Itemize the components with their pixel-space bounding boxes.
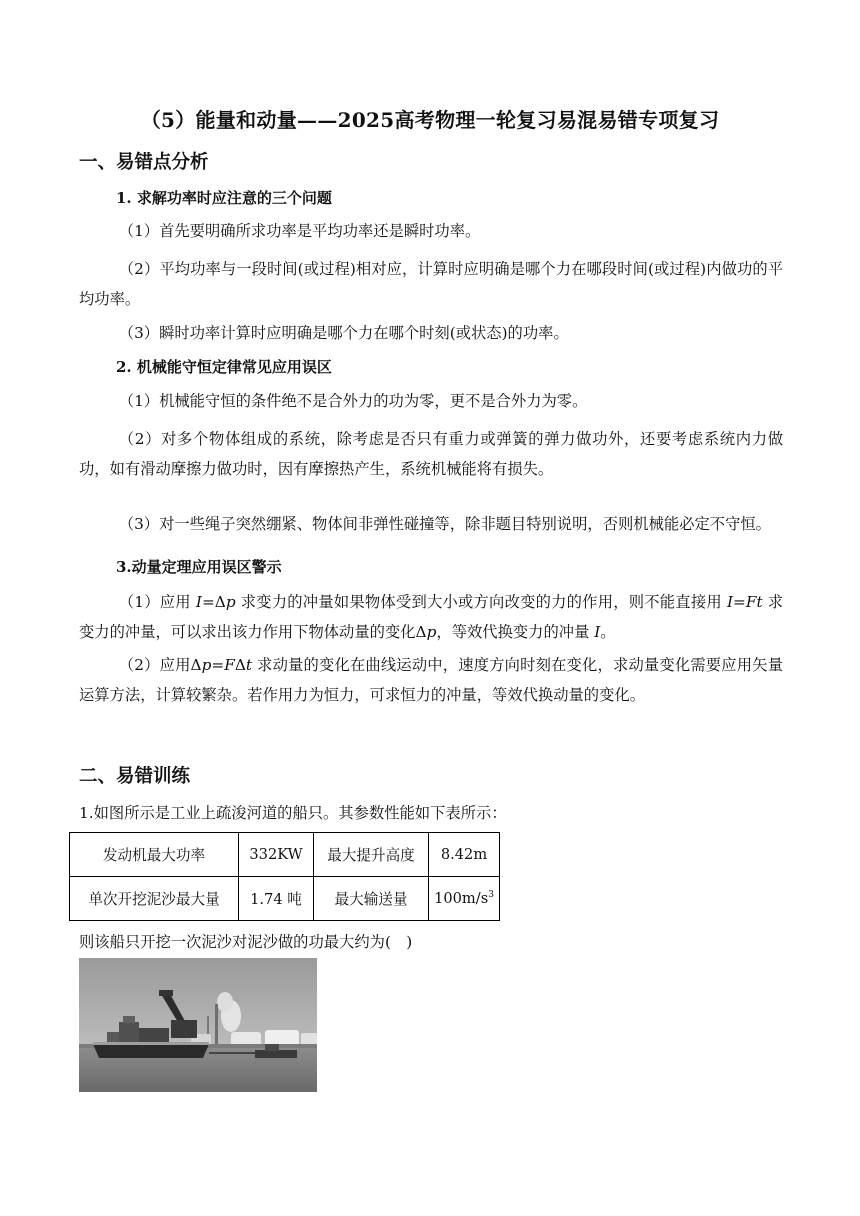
table-cell: 332KW bbox=[239, 833, 314, 877]
question-1-stem: 1.如图所示是工业上疏浚河道的船只。其参数性能如下表所示： bbox=[79, 804, 507, 822]
dredger-ship-photo bbox=[79, 958, 317, 1092]
dredger-spec-table bbox=[69, 832, 500, 921]
section-heading-training: 二、易错训练 bbox=[79, 766, 191, 787]
table-cell: 发动机最大功率 bbox=[70, 833, 239, 877]
table-cell: $100m/s^3$ bbox=[429, 877, 500, 921]
paragraph-power-1: （1）首先要明确所求功率是平均功率还是瞬时功率。 bbox=[118, 222, 481, 240]
section-heading-error-analysis: 一、易错点分析 bbox=[79, 152, 209, 173]
paragraph-energy-3: （3）对一些绳子突然绷紧、物体间非弹性碰撞等，除非题目特别说明，否则机械能必定不守恒。 bbox=[118, 515, 771, 533]
paragraph-momentum-2: （2）应用Δp=FΔt 求动量的变化在曲线运动中，速度方向时刻在变化，求动量变化需要应用矢量运算方法，计算较繁杂。若作用力为恒力，可求恒力的冲量，等效代换动量的变化。 bbox=[79, 656, 783, 704]
table-row bbox=[70, 833, 500, 877]
paragraph-energy-1: （1）机械能守恒的条件绝不是合外力的功为零，更不是合外力为零。 bbox=[118, 392, 588, 410]
paragraph-power-3: （3）瞬时功率计算时应明确是哪个力在哪个时刻(或状态)的功率。 bbox=[118, 324, 569, 342]
table-cell: 最大输送量 bbox=[314, 877, 429, 921]
topic-heading-power: 1. 求解功率时应注意的三个问题 bbox=[116, 189, 332, 207]
table-cell: 1.74 吨 bbox=[239, 877, 314, 921]
question-1-ask: 则该船只开挖一次泥沙对泥沙做的功最大约为( ) bbox=[79, 933, 413, 951]
document-title: （5）能量和动量——2025高考物理一轮复习易混易错专项复习 bbox=[140, 108, 720, 132]
topic-heading-momentum-theorem: 3.动量定理应用误区警示 bbox=[116, 558, 282, 576]
paragraph-energy-2: （2）对多个物体组成的系统，除考虑是否只有重力或弹簧的弹力做功外，还要考虑系统内力做功，如有滑动摩擦力做功时，因有摩擦热产生，系统机械能将有损失。 bbox=[79, 430, 783, 478]
table-row bbox=[70, 877, 500, 921]
table-cell: 最大提升高度 bbox=[314, 833, 429, 877]
paragraph-momentum-1: （1）应用 I=Δp 求变力的冲量如果物体受到大小或方向改变的力的作用，则不能直接用 I=Ft 求变力的冲量，可以求出该力作用下物体动量的变化Δp，等效代换变力的冲量 I。 bbox=[79, 593, 783, 641]
table-cell: 单次开挖泥沙最大量 bbox=[70, 877, 239, 921]
table-cell: 8.42m bbox=[429, 833, 500, 877]
paragraph-power-2: （2）平均功率与一段时间(或过程)相对应，计算时应明确是哪个力在哪段时间(或过程)内做功的平均功率。 bbox=[79, 260, 783, 308]
topic-heading-energy-conservation: 2. 机械能守恒定律常见应用误区 bbox=[116, 358, 332, 376]
